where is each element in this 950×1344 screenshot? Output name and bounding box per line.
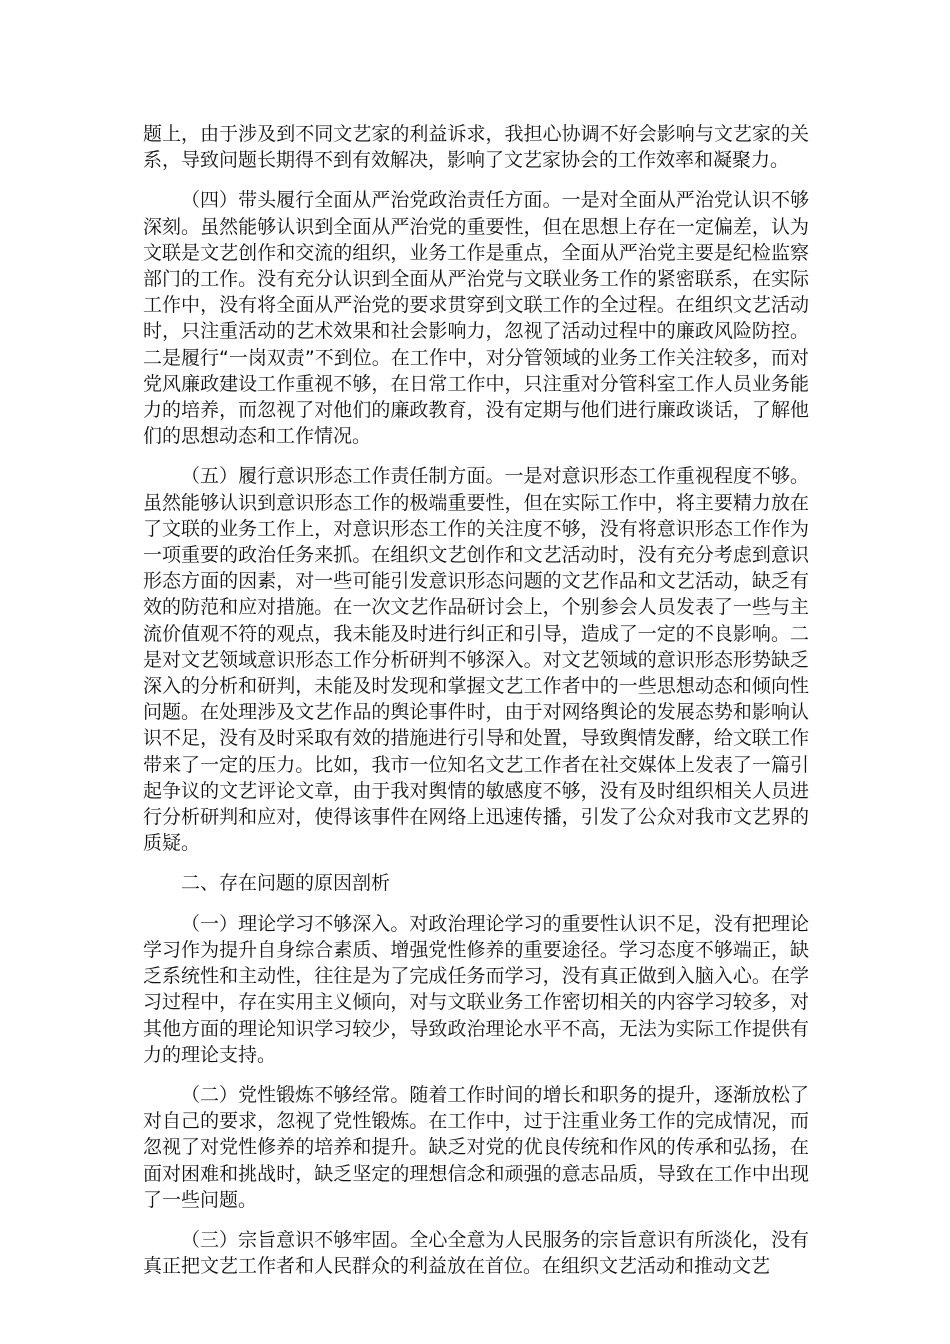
paragraph-cause-one: （一）理论学习不够深入。对政治理论学习的重要性认识不足，没有把理论学习作为提升自身综合素质、增强党性修养的重要途径。学习态度不够端正，缺乏系统性和主动性，往往是为了完成任务而学习，没有真正做到入脑入心。在学习过程中，存在实用主义倾向，对与文联业务工作密切相关的内容学习较多，对其他方面的理论知识学习较少，导致政治理论水平不高，无法为实际工作提供有力的理论支持。	[143, 912, 809, 1066]
paragraph-cause-three: （三）宗旨意识不够牢固。全心全意为人民服务的宗旨意识有所淡化，没有真正把文艺工作者和人民群众的利益放在首位。在组织文艺活动和推动文艺	[143, 1228, 809, 1278]
paragraph-cause-two: （二）党性锻炼不够经常。随着工作时间的增长和职务的提升，逐渐放松了对自己的要求，忽视了党性锻炼。在工作中，过于注重业务工作的完成情况，而忽视了对党性修养的培养和提升。缺乏对党的优良传统和作风的传承和弘扬，在面对困难和挑战时，缺乏坚定的理想信念和顽强的意志品质，导致在工作中出现了一些问题。	[143, 1083, 809, 1211]
paragraph-section-four: （四）带头履行全面从严治党政治责任方面。一是对全面从严治党认识不够深刻。虽然能够认识到全面从严治党的重要性，但在思想上存在一定偏差，认为文联是文艺创作和交流的组织，业务工作是重点，全面从严治党主要是纪检监察部门的工作。没有充分认识到全面从严治党与文联业务工作的紧密联系，在实际工作中，没有将全面从严治党的要求贯穿到文联工作的全过程。在组织文艺活动时，只注重活动的艺术效果和社会影响力，忽视了活动过程中的廉政风险防控。二是履行“一岗双责”不到位。在工作中，对分管领域的业务工作关注较多，而对党风廉政建设工作重视不够，在日常工作中，只注重对分管科室工作人员业务能力的培养，而忽视了对他们的廉政教育，没有定期与他们进行廉政谈话，了解他们的思想动态和工作情况。	[143, 189, 809, 448]
document-page	[143, 121, 809, 1293]
paragraph-section-five: （五）履行意识形态工作责任制方面。一是对意识形态工作重视程度不够。虽然能够认识到意识形态工作的极端重要性，但在实际工作中，将主要精力放在了文联的业务工作上，对意识形态工作的关注度不够，没有将意识形态工作作为一项重要的政治任务来抓。在组织文艺创作和文艺活动时，没有充分考虑到意识形态方面的因素，对一些可能引发意识形态问题的文艺作品和文艺活动，缺乏有效的防范和应对措施。在一次文艺作品研讨会上，个别参会人员发表了一些与主流价值观不符的观点，我未能及时进行纠正和引导，造成了一定的不良影响。二是对文艺领域意识形态工作分析研判不够深入。对文艺领域的意识形态形势缺乏深入的分析和研判，未能及时发现和掌握文艺工作者中的一些思想动态和倾向性问题。在处理涉及文艺作品的舆论事件时，由于对网络舆论的发展态势和影响认识不足，没有及时采取有效的措施进行引导和处置，导致舆情发酵，给文联工作带来了一定的压力。比如，我市一位知名文艺工作者在社交媒体上发表了一篇引起争议的文艺评论文章，由于我对舆情的敏感度不够，没有及时组织相关人员进行分析研判和应对，使得该事件在网络上迅速传播，引发了公众对我市文艺界的质疑。	[143, 465, 809, 855]
paragraph-continuation: 题上，由于涉及到不同文艺家的利益诉求，我担心协调不好会影响与文艺家的关系，导致问题长期得不到有效解决，影响了文艺家协会的工作效率和凝聚力。	[143, 123, 809, 172]
section-heading-causes: 二、存在问题的原因剖析	[181, 872, 391, 895]
